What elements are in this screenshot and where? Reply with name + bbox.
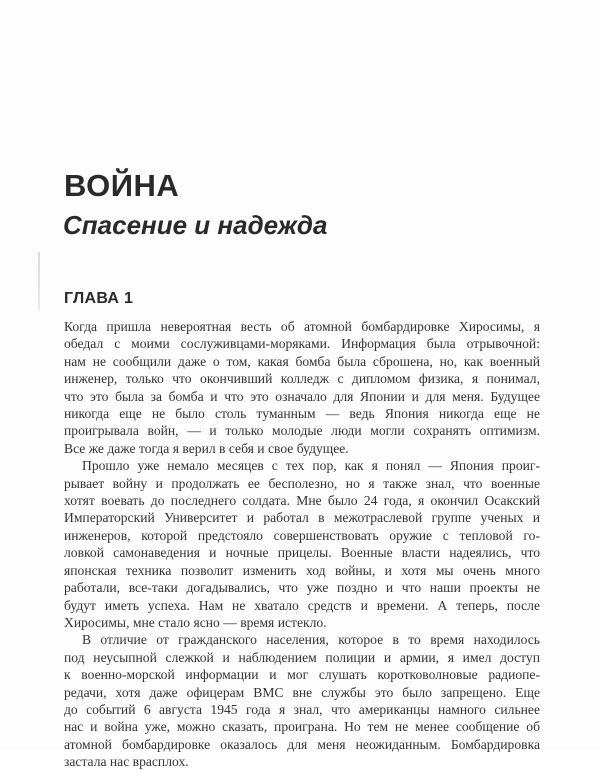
page-edge-mark [38, 252, 40, 310]
text-line: Когда пришла невероятная весть об атомной бомбардировке Хиросимы, я [64, 319, 540, 334]
text-line: Императорский Университет и работал в межотраслевой группе ученых и [64, 510, 540, 526]
text-line: нас и война уже, можно сказать, проиграна. Но тем не менее сообщение об [64, 719, 540, 735]
text-line: инженеров, которой предстояло совершенствовать оружие с тепловой го- [64, 527, 540, 543]
text-line: В отличие от гражданского населения, которое в то время находилось [82, 632, 540, 648]
text-line: японская техника позволит изменить ход войны, и хотя мы очень много [64, 562, 540, 578]
text-line: обедал с моими сослуживцами-моряками. Информация была отрывочной: [64, 336, 540, 352]
text-line: под неусыпной слежкой и наблюдением полиции и армии, я имел доступ [64, 649, 540, 665]
text-line: застала нас врасплох. [64, 754, 189, 770]
text-line: ловкой самонаведения и ночные прицелы. Военные власти надеялись, что [64, 545, 540, 561]
text-line: что это была за бомба и что это означало для Японии и для меня. Будущее [64, 388, 540, 404]
paragraph-1 [64, 318, 540, 457]
text-line: хотят воевать до последнего солдата. Мне было 24 года, я окончил Осакский [64, 493, 540, 509]
text-line: нам не сообщили даже о том, какая бомба была сброшена, но, как военный [64, 353, 540, 369]
text-line: работали, все-таки догадывались, что уже поздно и что наши проекты не [64, 580, 540, 596]
text-line: редачи, хотя даже офицерам ВМС вне службы это было запрещено. Еще [64, 684, 540, 700]
text-line: рывает войну и продолжать ее бесполезно, но я также знал, что военные [64, 475, 540, 491]
text-line: будут иметь успеха. Нам не хватало средств и времени. А теперь, после [64, 597, 540, 613]
text-line: Все же даже тогда я верил в себя и свое будущее. [64, 440, 349, 456]
paragraph-2 [64, 457, 540, 631]
text-line: никогда еще не было столь туманным — ведь Япония никогда еще не [64, 406, 540, 422]
text-line: инженер, только что окончивший колледж с дипломом физика, я понимал, [64, 371, 540, 387]
chapter-body [64, 318, 540, 771]
text-line: Прошло уже немало месяцев с тех пор, как я понял — Япония проиг- [82, 458, 540, 474]
text-line: атомной бомбардировке оказалось для меня неожиданным. Бомбардировка [64, 736, 540, 752]
text-line: проигрывала войн, — и только молодые люди могли сохранять оптимизм. [64, 423, 540, 439]
text-line: к военно-морской информации и мог слушать коротковолновые радиопе- [64, 667, 540, 683]
part-subtitle: Спасение и надежда [63, 210, 328, 240]
part-title: ВОЙНА [64, 168, 180, 203]
chapter-title: ГЛАВА 1 [64, 290, 134, 307]
text-line: до событий 6 августа 1945 года я знал, что американцы намного сильнее [64, 701, 540, 717]
text-line: Хиросимы, мне стало ясно — время истекло. [64, 614, 327, 630]
